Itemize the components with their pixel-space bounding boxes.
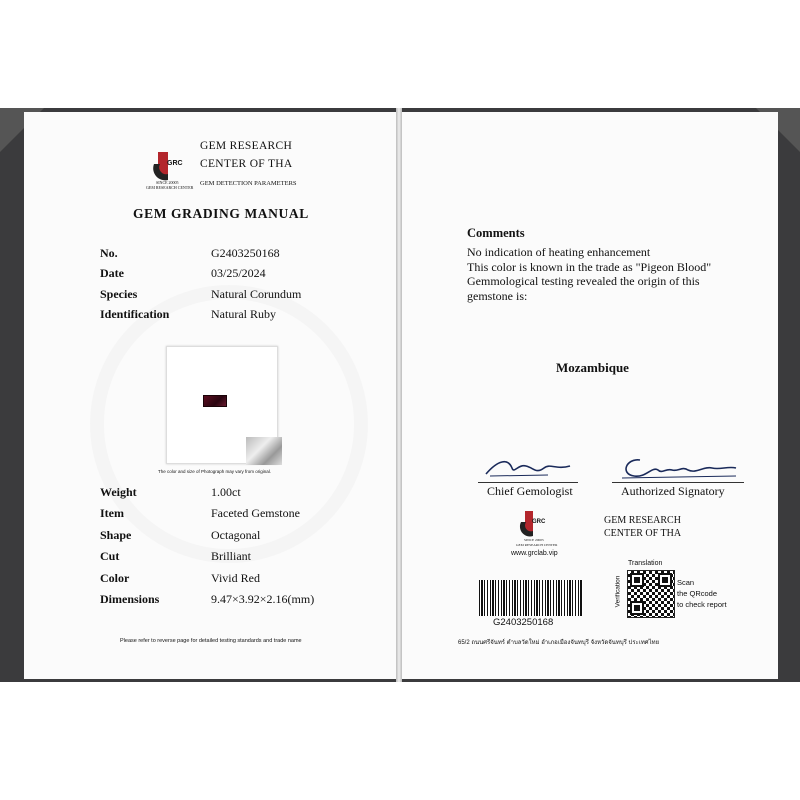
signature-line-left bbox=[478, 482, 578, 483]
authorized-signatory-label: Authorized Signatory bbox=[621, 484, 725, 498]
hologram-sticker-icon bbox=[246, 437, 282, 465]
field-value-item: Faceted Gemstone bbox=[211, 506, 300, 520]
field-value-weight: 1.00ct bbox=[211, 485, 241, 499]
signature-line-right bbox=[612, 482, 744, 483]
right-page bbox=[402, 112, 778, 679]
org-name-line1: GEM RESEARCH bbox=[200, 140, 293, 152]
field-label-weight: Weight bbox=[100, 485, 137, 499]
ruby-stone-image bbox=[203, 395, 227, 407]
field-value-date: 03/25/2024 bbox=[211, 266, 266, 280]
footer-note: Please refer to reverse page for detailed testing standards and trade name bbox=[120, 638, 302, 644]
field-label-item: Item bbox=[100, 506, 124, 520]
logo-center-small: GEM RESEARCH CENTER bbox=[516, 543, 558, 547]
logo-mark-text-small: GRC bbox=[532, 519, 546, 525]
qr-code-icon[interactable] bbox=[627, 570, 675, 618]
origin-country: Mozambique bbox=[556, 360, 629, 375]
qr-finder-tl bbox=[630, 573, 644, 587]
org-name-right-line1: GEM RESEARCH bbox=[604, 515, 681, 526]
qr-finder-tr bbox=[658, 573, 672, 587]
qr-text-scan: Scan bbox=[677, 578, 695, 587]
qr-translation-label: Translation bbox=[628, 560, 663, 567]
logo-since-small: SINCE 20005 bbox=[524, 538, 544, 542]
field-value-no: G2403250168 bbox=[211, 246, 280, 260]
qr-finder-bl bbox=[630, 601, 644, 615]
qr-verification-label: Verification bbox=[614, 575, 622, 608]
field-value-species: Natural Corundum bbox=[211, 287, 302, 301]
barcode-icon bbox=[479, 580, 583, 616]
field-label-cut: Cut bbox=[100, 549, 120, 563]
logo-mark-text: GRC bbox=[167, 160, 183, 167]
comments-title: Comments bbox=[467, 226, 525, 240]
field-value-identification: Natural Ruby bbox=[211, 307, 276, 321]
field-label-species: Species bbox=[100, 287, 138, 301]
field-label-identification: Identification bbox=[100, 307, 170, 321]
org-name-line2: CENTER OF THA bbox=[200, 158, 293, 170]
page-title: GEM GRADING MANUAL bbox=[133, 206, 309, 221]
field-value-color: Vivid Red bbox=[211, 571, 260, 585]
qr-text-qrcode: the QRcode bbox=[677, 589, 718, 598]
field-label-dimensions: Dimensions bbox=[100, 592, 160, 606]
org-name-right-line2: CENTER OF THA bbox=[604, 528, 682, 539]
field-label-no: No. bbox=[100, 246, 118, 260]
photo-note: The color and size of Photograph may vary from original. bbox=[158, 469, 272, 474]
barcode-number: G2403250168 bbox=[493, 617, 554, 628]
website-url: www.grclab.vip bbox=[511, 550, 558, 557]
comment-line-3: Gemmological testing revealed the origin of this bbox=[467, 274, 700, 288]
field-value-cut: Brilliant bbox=[211, 549, 251, 563]
field-value-shape: Octagonal bbox=[211, 528, 261, 542]
address-text: 65/2 ถนนศรีจันทร์ ตำบลวัดใหม่ อำเภอเมืองจันทบุรี จังหวัดจันทบุรี ประเทศไทย bbox=[458, 640, 660, 646]
authorized-signature bbox=[612, 452, 742, 482]
qr-text-check: to check report bbox=[677, 600, 727, 609]
field-value-dimensions: 9.47×3.92×2.16(mm) bbox=[211, 592, 315, 606]
field-label-date: Date bbox=[100, 266, 124, 280]
chief-gemologist-label: Chief Gemologist bbox=[487, 484, 573, 498]
comment-line-4: gemstone is: bbox=[467, 289, 528, 303]
field-label-color: Color bbox=[100, 571, 130, 585]
comment-line-2: This color is known in the trade as "Pigeon Blood" bbox=[467, 260, 712, 274]
comment-line-1: No indication of heating enhancement bbox=[467, 245, 651, 259]
logo-center: GEM RESEARCH CENTER bbox=[146, 185, 194, 190]
chief-gemologist-signature bbox=[478, 454, 578, 482]
logo-since: SINCE 20005 bbox=[156, 180, 179, 185]
org-subtitle: GEM DETECTION PARAMETERS bbox=[200, 180, 297, 187]
field-label-shape: Shape bbox=[100, 528, 132, 542]
